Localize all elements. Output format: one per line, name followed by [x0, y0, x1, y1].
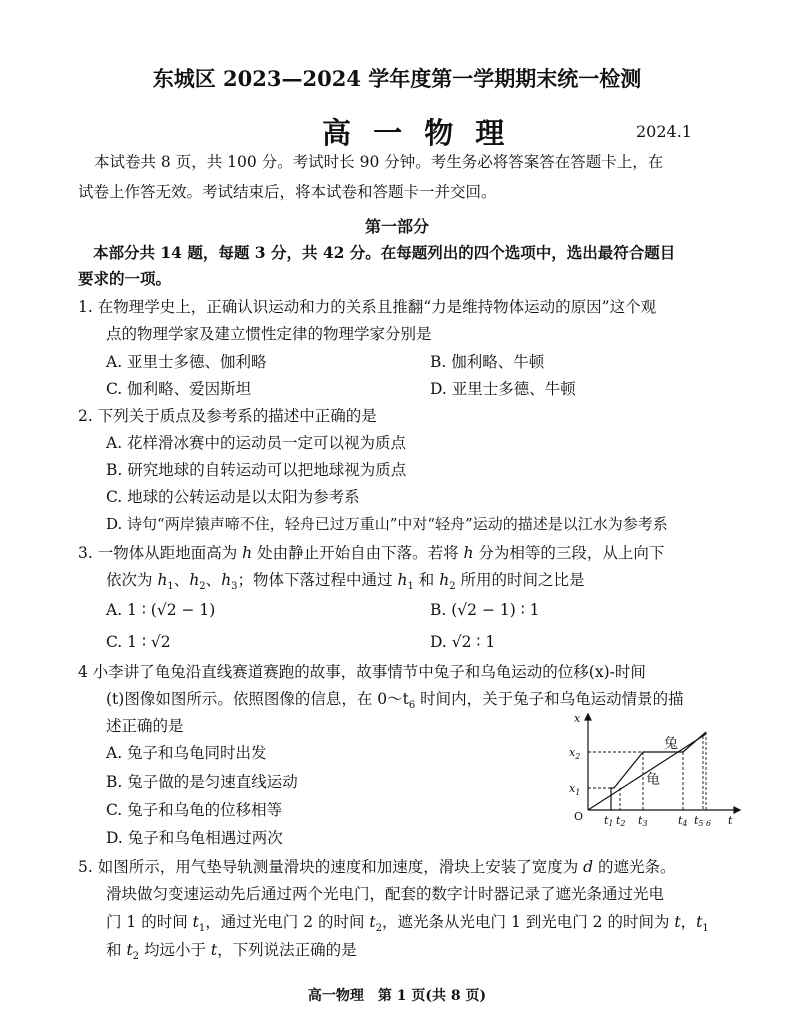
subject-title: 高 一 物 理 [322, 116, 511, 150]
q4-option-d: D. 兔子和乌龟相遇过两次 [106, 829, 283, 847]
t-axis-label: t [728, 814, 733, 827]
q3-option-c: C. 1 ∶ √2 [106, 633, 171, 651]
q1-stem-2: 点的物理学家及建立惯性定律的物理学家分别是 [106, 325, 432, 343]
x-axis-arrow [585, 714, 591, 720]
q5-stem-3: 门 1 的时间 $t_1$，通过光电门 2 的时间 $t_2$，遮光条从光电门 1 到光电门 2 的时间为 t，$t_1$ [106, 913, 709, 935]
rabbit-label: 兔 [664, 736, 678, 752]
t1-label: t1 [604, 814, 614, 828]
t2-label: t2 [616, 814, 626, 828]
x2-label: $x_2$ [569, 746, 581, 761]
turtle-label: 龟 [646, 772, 660, 788]
t5-label: t5 [694, 814, 704, 828]
q1-option-d: D. 亚里士多德、牛顿 [430, 380, 576, 398]
t6-label: 6 [706, 819, 712, 828]
section-desc-2: 要求的一项。 [78, 269, 172, 288]
q3-option-b: B. (√2 − 1) ∶ 1 [430, 601, 540, 619]
intro-line-2: 试卷上作答无效。考试结束后，将本试卷和答题卡一并交回。 [78, 183, 497, 201]
q1-stem-1: 1. 在物理学史上，正确认识运动和力的关系且推翻“力是维持物体运动的原因”这个观 [78, 298, 657, 316]
intro-line-1: 本试卷共 8 页，共 100 分。考试时长 90 分钟。考生务必将答案答在答题卡上，在 [94, 153, 664, 171]
q4-option-c: C. 兔子和乌龟的位移相等 [106, 801, 283, 819]
q5-stem-2: 滑块做匀变速运动先后通过两个光电门，配套的数字计时器记录了遮光条通过光电 [106, 885, 665, 903]
x1-label: $x_1$ [569, 782, 581, 797]
q3-option-d: D. √2 ∶ 1 [430, 633, 496, 651]
q4-option-a: A. 兔子和乌龟同时出发 [106, 744, 267, 762]
q2-stem: 2. 下列关于质点及参考系的描述中正确的是 [78, 407, 377, 425]
exam-date: 2024.1 [636, 122, 692, 141]
q1-option-b: B. 伽利略、牛顿 [430, 353, 545, 371]
q2-option-c: C. 地球的公转运动是以太阳为参考系 [106, 488, 360, 506]
q3-stem-2: 依次为 $h_1$、$h_2$、$h_3$；物体下落过程中通过 $h_1$ 和 $h_2$ 所用的时间之比是 [106, 571, 585, 593]
q4-stem-2: (t)图像如图所示。依照图像的信息，在 $0\sim t_6$ 时间内，关于兔子和乌龟运动情景的描 [106, 690, 684, 712]
xt-graph [566, 712, 742, 828]
t4-label: t4 [678, 814, 688, 828]
q2-option-a: A. 花样滑冰赛中的运动员一定可以视为质点 [106, 434, 407, 452]
page-footer: 高一物理 第 1 页(共 8 页) [307, 988, 487, 1004]
q4-option-b: B. 兔子做的是匀速直线运动 [106, 773, 298, 791]
q4-stem-3: 述正确的是 [106, 717, 184, 735]
section-title: 第一部分 [364, 217, 429, 236]
q2-option-b: B. 研究地球的自转运动可以把地球视为质点 [106, 461, 407, 479]
q5-stem-1: 5. 如图所示，用气垫导轨测量滑块的速度和加速度，滑块上安装了宽度为 d 的遮光条。 [78, 858, 676, 876]
x-axis-label: x [574, 712, 581, 725]
q4-stem-1: 4 小李讲了龟兔沿直线赛道赛跑的故事，故事情节中兔子和乌龟运动的位移(x)-时间 [78, 663, 646, 681]
t-axis-arrow [734, 807, 740, 813]
exam-title: 东城区 2023—2024 学年度第一学期期末统一检测 [152, 66, 642, 91]
section-desc-1: 本部分共 14 题，每题 3 分，共 42 分。在每题列出的四个选项中，选出最符合题目 [93, 243, 676, 262]
q3-stem-1: 3. 一物体从距地面高为 h 处由静止开始自由下落。若将 h 分为相等的三段，从上向下 [78, 544, 665, 562]
q1-option-a: A. 亚里士多德、伽利略 [106, 353, 267, 371]
rabbit-rise [683, 732, 706, 752]
origin-label: O [574, 810, 584, 823]
q2-option-d: D. 诗句“两岸猿声啼不住，轻舟已过万重山”中对“轻舟”运动的描述是以江水为参考系 [106, 515, 668, 533]
q5-stem-4: 和 $t_2$ 均远小于 t，下列说法正确的是 [106, 941, 357, 963]
t3-label: t3 [638, 814, 648, 828]
q3-option-a: A. 1 ∶ (√2 − 1) [106, 601, 216, 619]
q1-option-c: C. 伽利略、爱因斯坦 [106, 380, 252, 398]
